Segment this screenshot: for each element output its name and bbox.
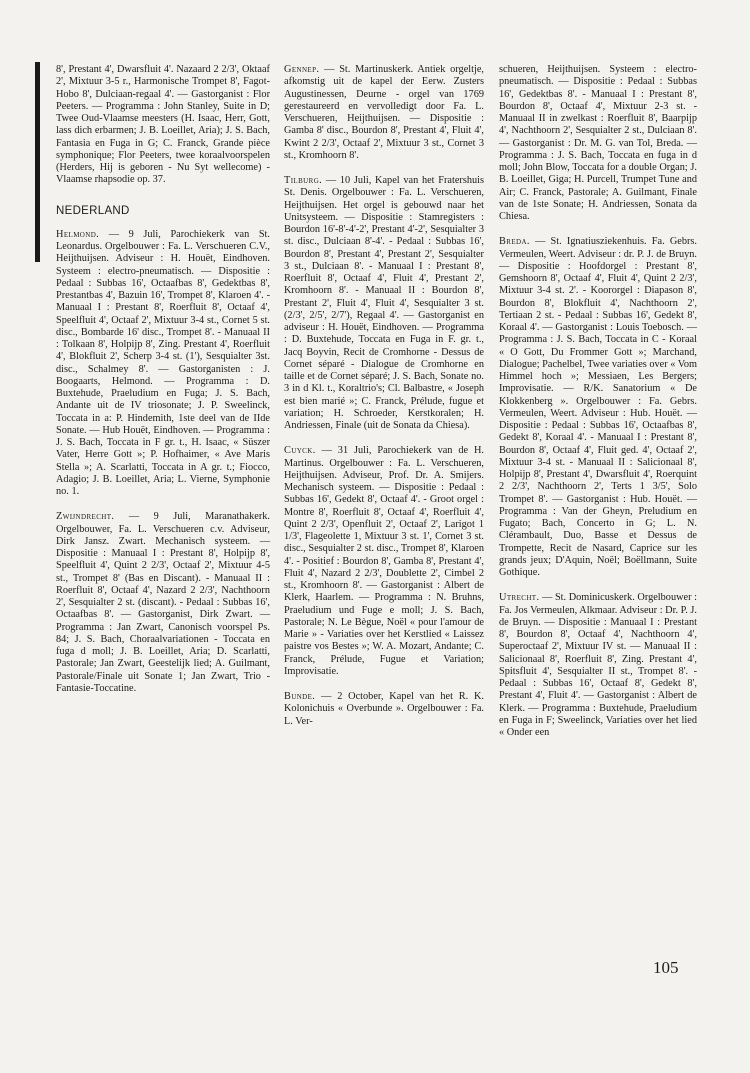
entry-place: Bunde.: [284, 691, 316, 702]
entry-place: Tilburg.: [284, 175, 323, 186]
entry-bunde: [284, 691, 484, 728]
entry-place: Helmond.: [56, 228, 100, 240]
entry-text: — St. Martinuskerk. Antiek orgeltje, afkomstig uit de kapel der Eerw. Zusters Augustinessen, Deurne - orgel van 1769 gerestaureerd en vervolledigt door Fa. L. Verschueren, Heijthuijsen. — Dispositie : Gamba 8' disc., Bourdon 8', Prestant 4', Fluit 4', Kwint 2 2/3', Octaaf 2', Mixtuur 3 st., Cornet 3 st., Kromhoorn 8'.: [284, 64, 484, 161]
col1-intro-paragraph: 8', Prestant 4', Dwarsfluit 4'. Nazaard 2 2/3', Oktaaf 2', Mixtuur 3-5 r., Harmonische Trompet 8', Fagot-Hobo 8', Dulciaan-regaal 4'. — Gastorganist : Flor Peeters. — Programma : John Stanley, Suite in D; Twee Oud-Vlaamse meesters (H. Isaac, Herr, Gott, lass dich erbarmen; J. B. Loeillet, Aria); J. S. Bach, Fantasia en Fuga in G; C. Franck, Grande pièce symphonique; Flor Peeters, twee koraalvoorspelen (Herders, Hij is geboren - Nu Syt wellecome) - Vlaamse rhapsodie op. 37.: [56, 64, 270, 186]
sidebar-marker-bar: [35, 62, 40, 262]
entry-text: — St. Dominicuskerk. Orgelbouwer : Fa. Jos Vermeulen, Alkmaar. Adviseur : Dr. P. J. de Bruyn. — Dispositie : Manuaal I : Prestant 8', Bourdon 8', Octaaf 4', Nachthoorn 4', Superoctaaf 2', Mixtuur IV st. — Manuaal II : Salicionaal 8', Roerfluit 8', Zing. Prestant 4', Spitsfluit 4', Sesquialter II st., Trompet 8'. - Pedaal : Subbas 16', Octaaf 8', Gedekt 8', Prestant 4', Fluit 4'. — Gastorganist : Albert de Klerk. — Programma : Buxtehude, Praeludium en Fuga in F; Sweelinck, Variaties over het lied « Onder een: [499, 592, 697, 738]
entry-place: Cuyck.: [284, 445, 316, 457]
entry-tilburg: [284, 175, 484, 432]
entry-gennep: [284, 64, 484, 162]
entry-text: — 2 October, Kapel van het R. K. Kolonichuis « Overbunde ». Orgelbouwer : Fa. L. Ver-: [284, 691, 484, 727]
page-number: 105: [653, 958, 679, 977]
entry-text: — St. Ignatiusziekenhuis. Fa. Gebrs. Vermeulen, Weert. Adviseur : dr. P. J. de Bruyn. — Dispositie : Hoofdorgel : Prestant 8', Gemshoorn 8', Octaaf 4', Fluit 4', Quint 2 2/3', Mixtuur 3-4 st. 2'. - Koororgel : Diapason 8', Bourdon 8', Blokfluit 4', Nachthoorn 2', Tertiaan 2 st. - Pedaal : Subbas 16', Gedekt 8', Koraal 4'. — Gastorganist : Louis Toebosch. — Programma : J. S. Bach, Toccata in C - Koraal « O Gott, Du Frommer Gott »; Marchand, Dialogue; Pachelbel, Twee variaties over « Vom Himmel hoch »; Messiaen, Les Bergers; Improvisatie. — R/K. Sanatorium « De Klokkenberg ». Orgelbouwer : Fa. Gebrs. Vermeulen, Weert. Adviseur : Hub. Houët. — Dispositie : Pedaal : Subbas 16', Octaafbas 8', Gedekt 8', Koraal 4'. - Manuaal I : Prestant 8', Bourdon 8', Octaaf 4', Fluit ged. 4', Octaaf 2', Mixtuur 3-4 st. - Manuaal II : Salicionaal 8', Holpijp 8', Prestant 4', Dwarsfluit 4', Roerquint 2 2/3', Nachthoorn 2', Terts 1 3/5', Solo Trompet 8'. — Gastorganist : Hub. Houët. — Programma : Van der Gheyn, Preludium en Fugato; Bach, Concerto in G; L. N. Clérambault, Duo, Basse et Dessus de Trompette, Recit de Nasard, Caprice sur les grands jeux; D'Aquin, Noël; Boëllmann, Suite Gothique.: [499, 236, 698, 578]
entry-helmond: [56, 229, 270, 499]
column-1: [56, 64, 270, 708]
entry-text: — 10 Juli, Kapel van het Fratershuis St. Denis. Orgelbouwer : Fa. L. Verschueren, Heijthuijsen. Het orgel is gebouwd naar het Unitsysteem. — Dispositie : Stamregisters : Bourdon 16'-8'-4'-2', Prestant 4'-2', Sesquialter 3 st. disc., Dulciaan 8'-4'. - Pedaal : Subbas 16', Bourdon 8', Prestant 4', Prestant 2', Sesquialter 3 st., Dulciaan 8'. - Manuaal I : Prestant 8', Roerfluit 8', Octaaf 4', Fluit 4', Prestant 2', Kromhoorn 8'. - Manuaal II : Bourdon 8', Prestant 2', Fluit 4', Fluit 4', Sesquialter 3 st. (2/3', 2/5', 2/7'), Regaal 4'. — Gastorganist en adviseur : H. Houët, Eindhoven. — Programma : D. Buxtehude, Toccata en Fuga in F. gr. t., Jacq Boyvin, Recit de Cromhorne - Dessus de Cornet séparé - Dialogue de Cromhorne en taille et de Cornet séparé; J. S. Bach, Sonate no. 3 in d Kl. t., Koraltrio's; Cl. Balbastre, « Joseph est bien marié »; C. Franck, Prélude, fugue et variation; H. Schroeder, Kerstkoralen; H. Andriessen, Finale (uit de Sonata da Chiesa).: [284, 175, 484, 431]
col3-intro-paragraph: schueren, Heijthuijsen. Systeem : electro-pneumatisch. — Dispositie : Pedaal : Subbas 16', Gedektbas 8'. - Manuaal I : Prestant 8', Bourdon 8', Octaaf 4', Mixtuur 2-3 st. - Manuaal II in zwelkast : Roerfluit 8', Baarpijp 4', Nachthoorn 2', Sesquialter 2 st., Dulciaan 8'. — Gastorganist : Dr. M. G. van Tol, Breda. — Programma : J. S. Bach, Toccata en fuga in d moll; John Blow, Toccata for a double Organ; J. B. Loeillet, Giga; H. Purcell, Trumpet Tune and Air; C. Franck, Pastorale; A. Guilmant, Finale van de 1ste Sonate; H. Andriessen, Sonata da Chiesa.: [499, 64, 697, 222]
entry-cuyck: [284, 445, 484, 678]
column-2: [284, 64, 484, 741]
section-heading: NEDERLAND: [56, 204, 130, 217]
entry-utrecht: [499, 592, 697, 739]
entry-text: — 31 Juli, Parochiekerk van de H. Martinus. Orgelbouwer : Fa. L. Verschueren, Heijthuijsen. Adviseur, Prof. Dr. A. Smijers. Mechanisch systeem. — Dispositie : Pedaal : Subbas 16', Gedekt 8', Octaaf 4'. - Groot orgel : Montre 8', Roerfluit 8', Octaaf 4', Roerfluit 4', Quint 2 2/3', Openfluit 2', Octaaf 2', Larigot 1 1/3', Flageolette 1, Mixtuur 3 st. 1', Cornet 3 st. disc., Sesquialter 2 st. disc., Trompet 8', Klaroen 4'. - Positief : Bourdon 8', Gamba 8', Prestant 4', Fluit 4', Nazard 2 2/3', Doublette 2', Cimbel 2 st., Kromhoorn 8'. — Gastorganist : Albert de Klerk, Haarlem. — Programma : N. Bruhns, Praeludium und Fuge e moll; J. S. Bach, Pastorale; N. Le Bègue, Noël « pour l'amour de Marie » - Variaties over het Kerstlied « Laissez paistre vos Bestes »; W. A. Mozart, Andante; C. Franck, Prélude, Fugue et Variation; Improvisatie.: [284, 445, 484, 677]
entry-text: — 9 Juli, Parochiekerk van St. Leonardus. Orgelbouwer : Fa. L. Verschueren C.V., Heijthuijsen. Adviseur : H. Houët, Eindhoven. Systeem : electro-pneumatisch. — Dispositie : Pedaal : Subbas 16', Octaafbas 8', Gedektbas 8', Prestantbas 4', Bazuin 16', Trompet 8', Klaroen 4'. - Manuaal I : Prestant 8', Roerfluit 8', Octaaf 4', Speelfluit 4', Octaaf 2', Mixtuur 3-4 st., Cornet 5 st. disc., Bombarde 16' disc., Trompet 8'. - Manuaal II : Tolkaan 8', Holpijp 8', Zing. Prestant 4', Roerfluit 4', Blokfluit 2', Scherp 3-4 st. (1'), Sesquialter 3st. disc., Schalmey 8'. — Gastorganisten : J. Boogaarts, Helmond. — Programma : D. Buxtehude, Praeludium en Fuga; J. S. Bach, Andante uit de IV triosonate; J. P. Sweelinck, Toccata in a: P. Hindemith, 1ste deel van de IIde Sonate. — Hub Houët, Eindhoven. — Programma : J. S. Bach, Toccata in F gr. t., H. Isaac, « Süszer Vater, Herre Gott »; P. Hofhaimer, « Ave Maris Stella »; A. Scarlatti, Toccata in A gr. t.; Fiocco, Adagio; J. B. Loeillet, Aria; L. Vierne, Symphonie no. 1.: [56, 228, 270, 497]
entry-place: Utrecht.: [499, 592, 540, 604]
entry-place: Breda.: [499, 236, 530, 248]
entry-zwijndrecht: [56, 511, 270, 695]
entry-text: — 9 Juli, Maranathakerk. Orgelbouwer, Fa. L. Verschueren c.v. Adviseur, Dirk Jansz. Zwart. Mechanisch systeem. — Dispositie : Manuaal I : Prestant 8', Holpijp 8', Speelfluit 4', Quint 2 2/3', Octaaf 2', Mixtuur 4-5 st., Trompet 8' (Bas en Discant). - Manuaal II : Roerfluit 8', Octaaf 4', Nazard 2 2/3', Nachthoorn 2', Sesquialter 2 st. (discant). - Pedaal : Subbas 16', Octaafbas 8'. — Gastorganist, Dirk Zwart. — Programma : Jan Zwart, Canonisch voorspel Ps. 84; J. S. Bach, Choraalvariationen - Toccata en fuga d moll; J. B. Loeillet, Aria; D. Scarlatti, Pastorale; Jan Zwart, Geestelijk lied; A. Guilmant, Pastorale/Finale uit Sonate 1; Jan Zwart, Trio - Fantasie-Toccatine.: [56, 511, 270, 694]
entry-place: Gennep.: [284, 64, 320, 75]
column-3: [499, 64, 697, 752]
entry-place: Zwijndrecht.: [56, 511, 115, 523]
entry-breda: [499, 236, 697, 579]
